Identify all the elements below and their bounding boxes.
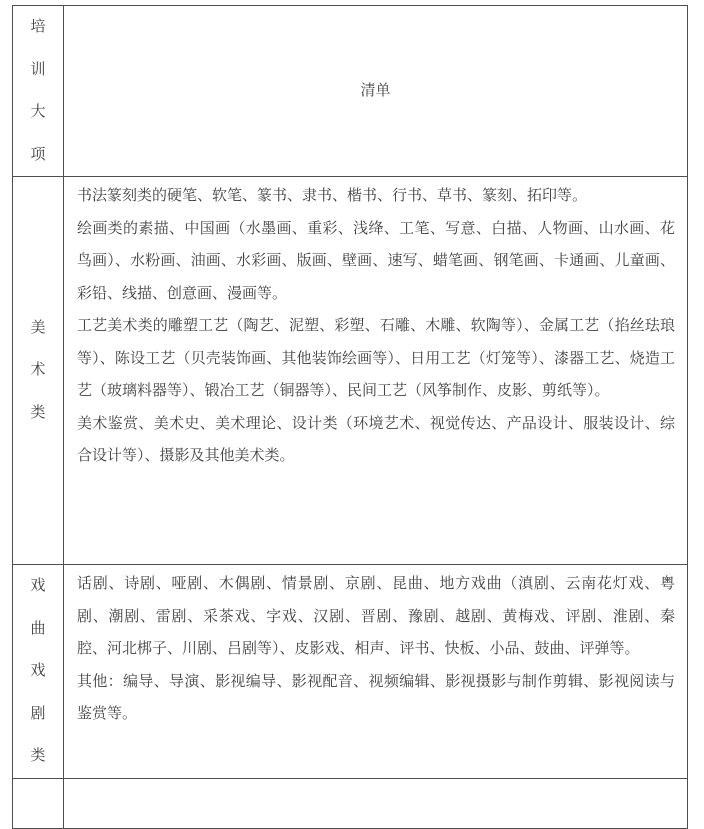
vertical-label-char: 类 — [30, 747, 46, 765]
partial-list-cell — [64, 779, 687, 828]
vertical-label-char: 类 — [30, 403, 46, 421]
opera-drama-list-cell — [64, 565, 687, 778]
vertical-label-char: 戏 — [30, 662, 46, 680]
header-list-label: 清单 — [360, 81, 391, 99]
list-paragraph: 其他：编导、导演、影视编导、影视配音、视频编辑、影视摄影与制作剪辑、影视阅读与鉴赏等。 — [77, 672, 675, 722]
vertical-label-char: 术 — [30, 361, 46, 379]
vertical-label-char: 大 — [30, 103, 46, 120]
vertical-label-char: 训 — [30, 60, 46, 78]
list-paragraph: 书法篆刻类的硬笔、软笔、篆书、隶书、楷书、行书、草书、篆刻、拓印等。 — [77, 187, 588, 204]
fine-arts-list-cell — [64, 177, 687, 564]
opera-drama-category-label — [30, 565, 45, 778]
fine-arts-category-label — [30, 307, 45, 435]
list-paragraph: 话剧、诗剧、哑剧、木偶剧、情景剧、京剧、昆曲、地方戏曲（滇剧、云南花灯戏、粤剧、潮剧、雷剧、采茶戏、字戏、汉剧、晋剧、豫剧、越剧、黄梅戏、评剧、淮剧、秦腔、河北梆子、川剧、吕剧等）、皮影戏、相声、评书、快板、小品、鼓曲、评弹等。 — [77, 575, 675, 657]
table-row-partial — [13, 778, 687, 828]
header-category-label — [30, 6, 45, 176]
opera-drama-category-cell — [13, 565, 64, 778]
vertical-label-char: 剧 — [30, 704, 46, 722]
partial-category-cell — [13, 779, 64, 828]
fine-arts-category-cell — [13, 177, 64, 564]
vertical-label-char: 项 — [30, 145, 46, 163]
list-paragraph: 工艺美术类的雕塑工艺（陶艺、泥塑、彩塑、石雕、木雕、软陶等）、金属工艺（掐丝珐琅等）、陈设工艺（贝壳装饰画、其他装饰绘画等）、日用工艺（灯笼等）、漆器工艺、烧造工艺（玻璃料器等）、锻冶工艺（铜器等）、民间工艺（风筝制作、皮影、剪纸等）。 — [77, 317, 675, 399]
vertical-label-char: 曲 — [30, 619, 46, 637]
table-row-opera-drama — [13, 564, 687, 778]
list-paragraph: 绘画类的素描、中国画（水墨画、重彩、浅绛、工笔、写意、白描、人物画、山水画、花鸟画）、水粉画、油画、水彩画、版画、壁画、速写、蜡笔画、钢笔画、卡通画、儿童画、彩铅、线描、创意画、漫画等。 — [77, 219, 675, 302]
vertical-label-char: 培 — [30, 18, 46, 35]
vertical-label-char: 戏 — [30, 577, 46, 595]
table-row-fine-arts — [13, 176, 687, 564]
header-list-cell — [64, 6, 687, 176]
list-paragraph: 美术鉴赏、美术史、美术理论、设计类（环境艺术、视觉传达、产品设计、服装设计、综合设计等）、摄影及其他美术类。 — [77, 414, 675, 464]
vertical-label-char: 美 — [30, 318, 46, 336]
training-categories-table — [12, 5, 688, 829]
table-header-row — [13, 6, 687, 176]
header-category-cell — [13, 6, 64, 176]
